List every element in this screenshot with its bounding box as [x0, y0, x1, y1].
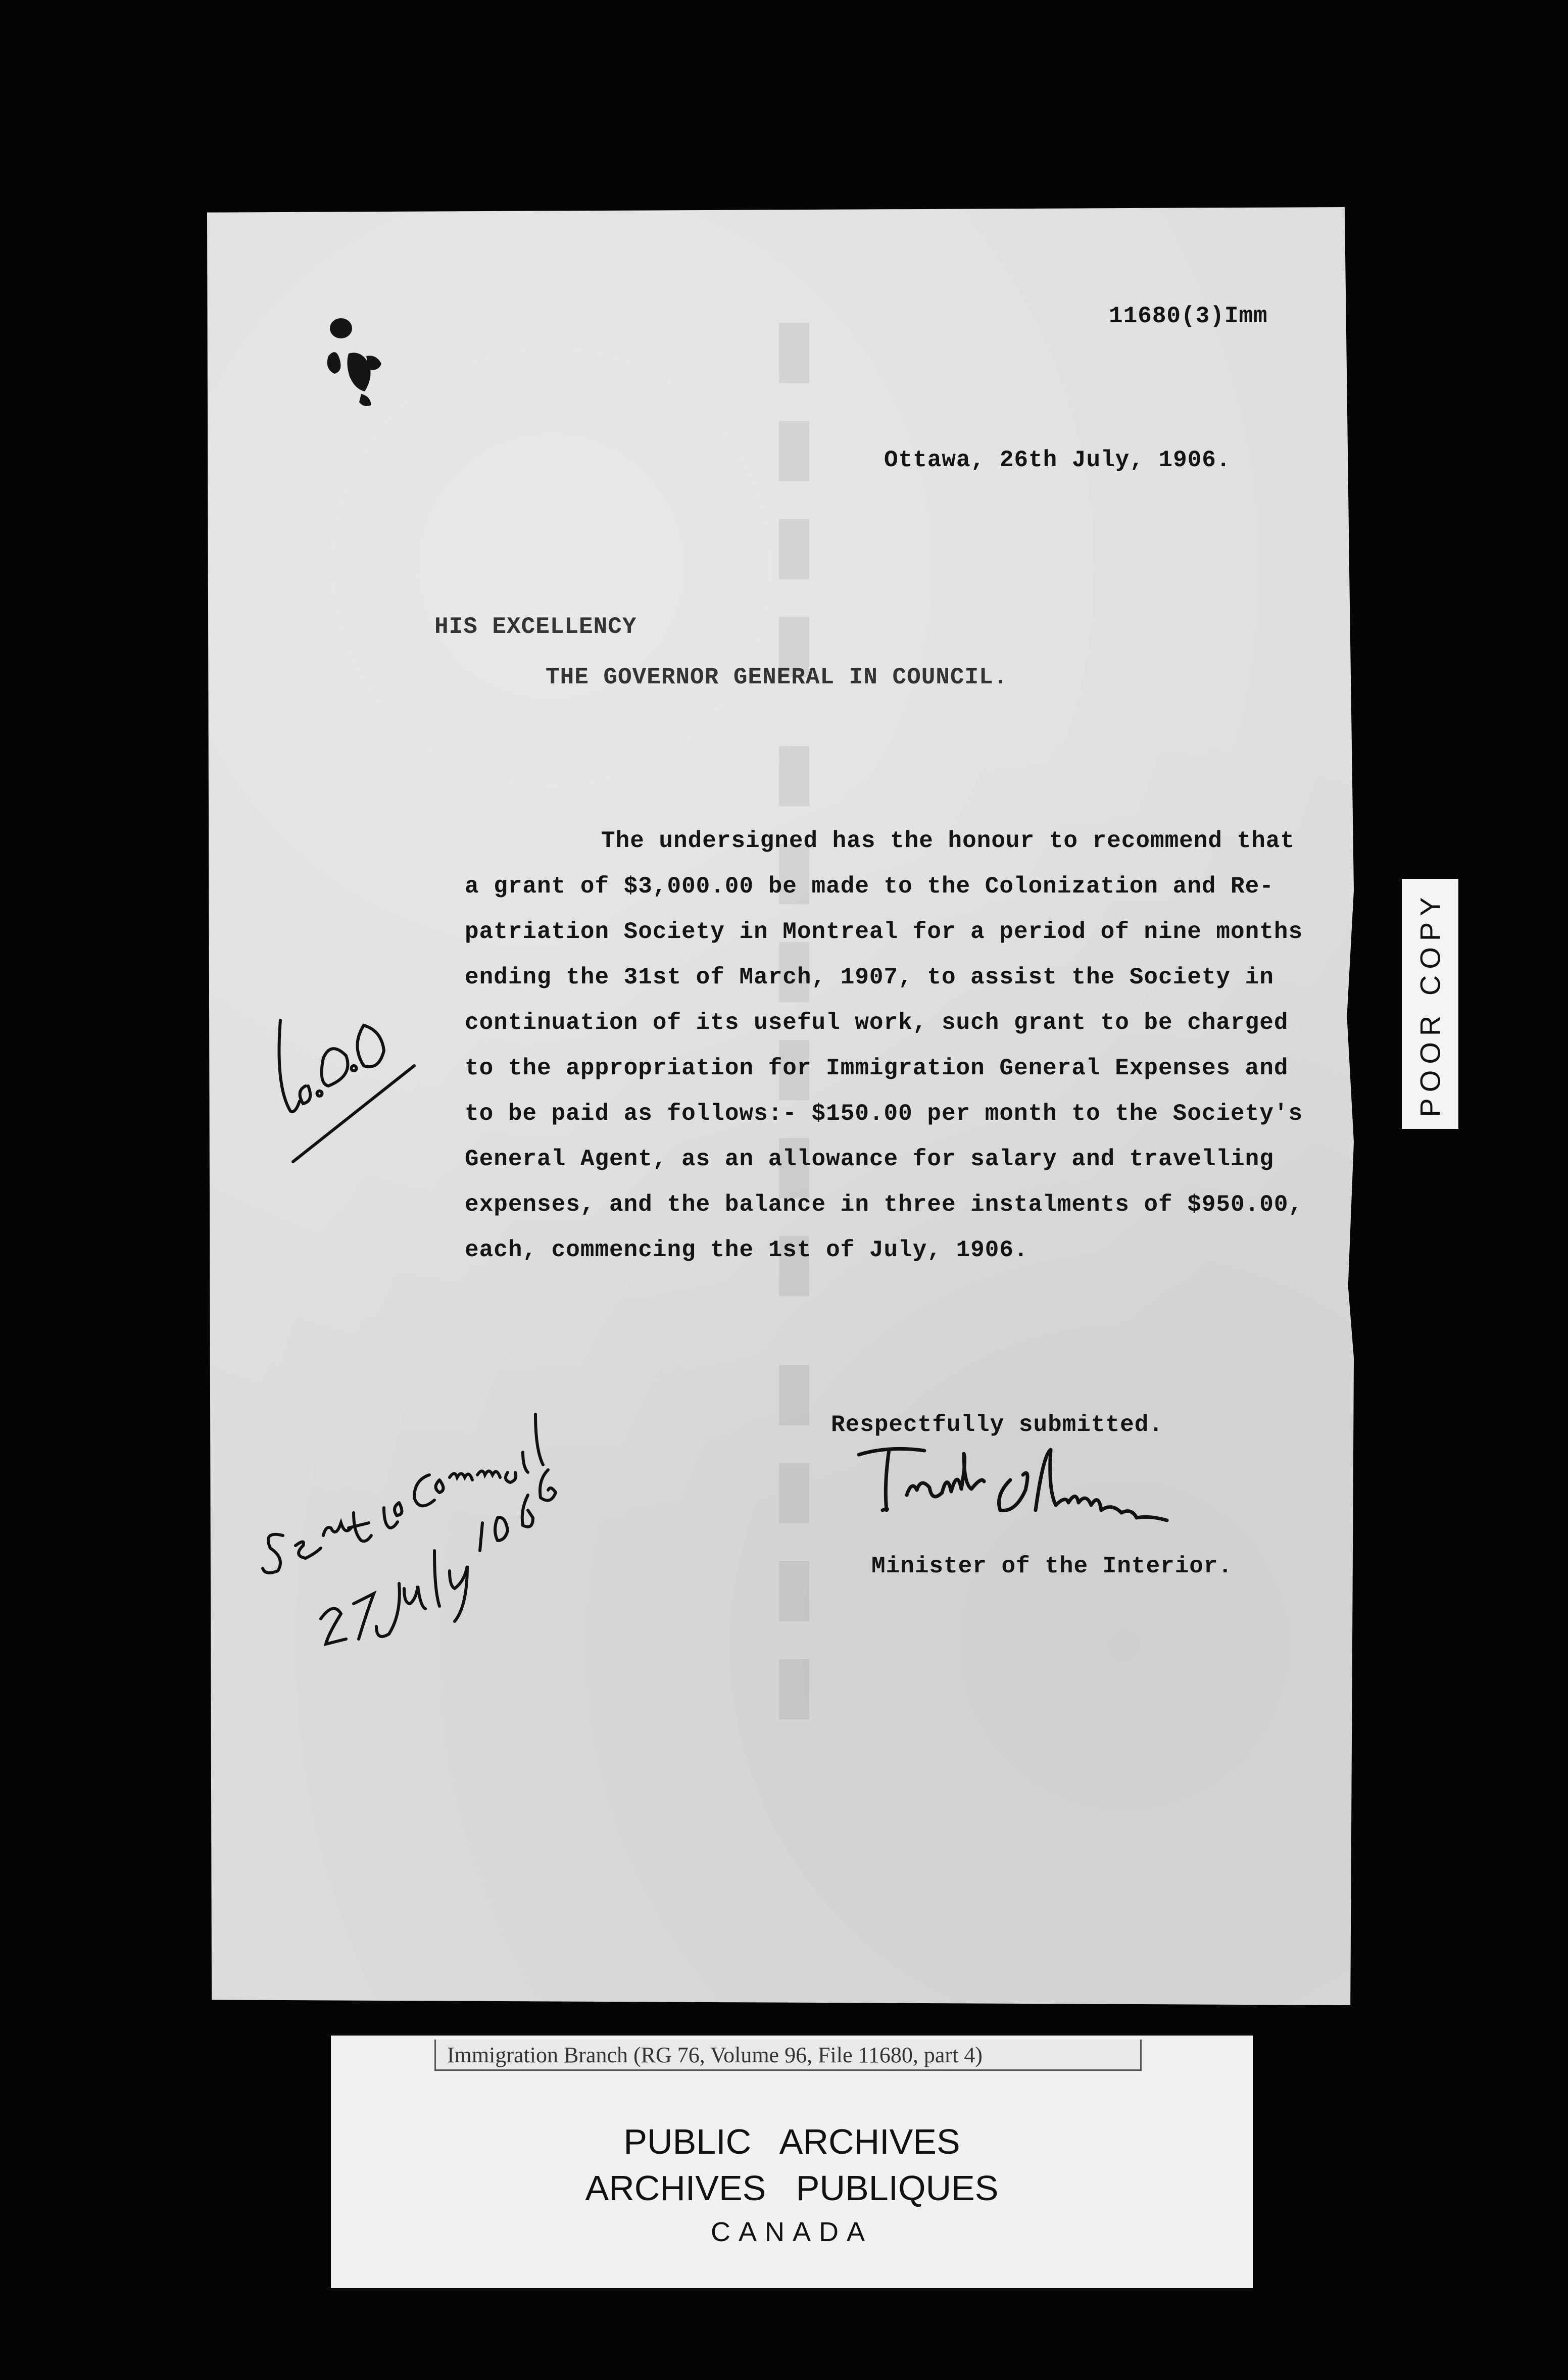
ink-blot-marks [313, 308, 394, 419]
archive-label-card [331, 2036, 1253, 2288]
body-line: ending the 31st of March, 1907, to assist the Society in [465, 964, 1274, 990]
archive-reference-strip: Immigration Branch (RG 76, Volume 96, File 11680, part 4) [434, 2040, 1142, 2071]
signer-title: Minister of the Interior. [871, 1553, 1233, 1579]
body-line: to the appropriation for Immigration General Expenses and [465, 1055, 1289, 1081]
body-line: to be paid as follows:- $150.00 per month to the Society's [465, 1101, 1303, 1127]
body-line: a grant of $3,000.00 be made to the Colonization and Re- [465, 873, 1274, 900]
poor-copy-text: POOR COPY [1414, 890, 1446, 1117]
body-line: each, commencing the 1st of July, 1906. [465, 1237, 1028, 1263]
file-reference-number: 11680(3)Imm [1109, 303, 1268, 329]
bleed-through-text: ▮▮▮▮ ▮▮▮▮▮▮ ▮▮▮▮ [752, 303, 837, 1738]
body-line: patriation Society in Montreal for a period of nine months [465, 919, 1303, 945]
archive-name-french: ARCHIVES PUBLIQUES [585, 2168, 999, 2208]
place-and-date: Ottawa, 26th July, 1906. [884, 447, 1231, 473]
closing-line: Respectfully submitted. [831, 1412, 1163, 1438]
poor-copy-stamp [1402, 879, 1458, 1129]
body-paragraph [465, 818, 1334, 1273]
body-line: General Agent, as an allowance for salary and travelling [465, 1146, 1274, 1172]
body-line: The undersigned has the honour to recommend that [601, 828, 1295, 854]
addressee-line-2: THE GOVERNOR GENERAL IN COUNCIL. [546, 664, 1008, 690]
archive-name-english: PUBLIC ARCHIVES [623, 2122, 960, 2161]
addressee-line-1: HIS EXCELLENCY [434, 614, 637, 640]
body-line: continuation of its useful work, such grant to be charged [465, 1010, 1289, 1036]
body-line: expenses, and the balance in three instalments of $950.00, [465, 1192, 1303, 1218]
archive-country: CANADA [710, 2217, 873, 2247]
